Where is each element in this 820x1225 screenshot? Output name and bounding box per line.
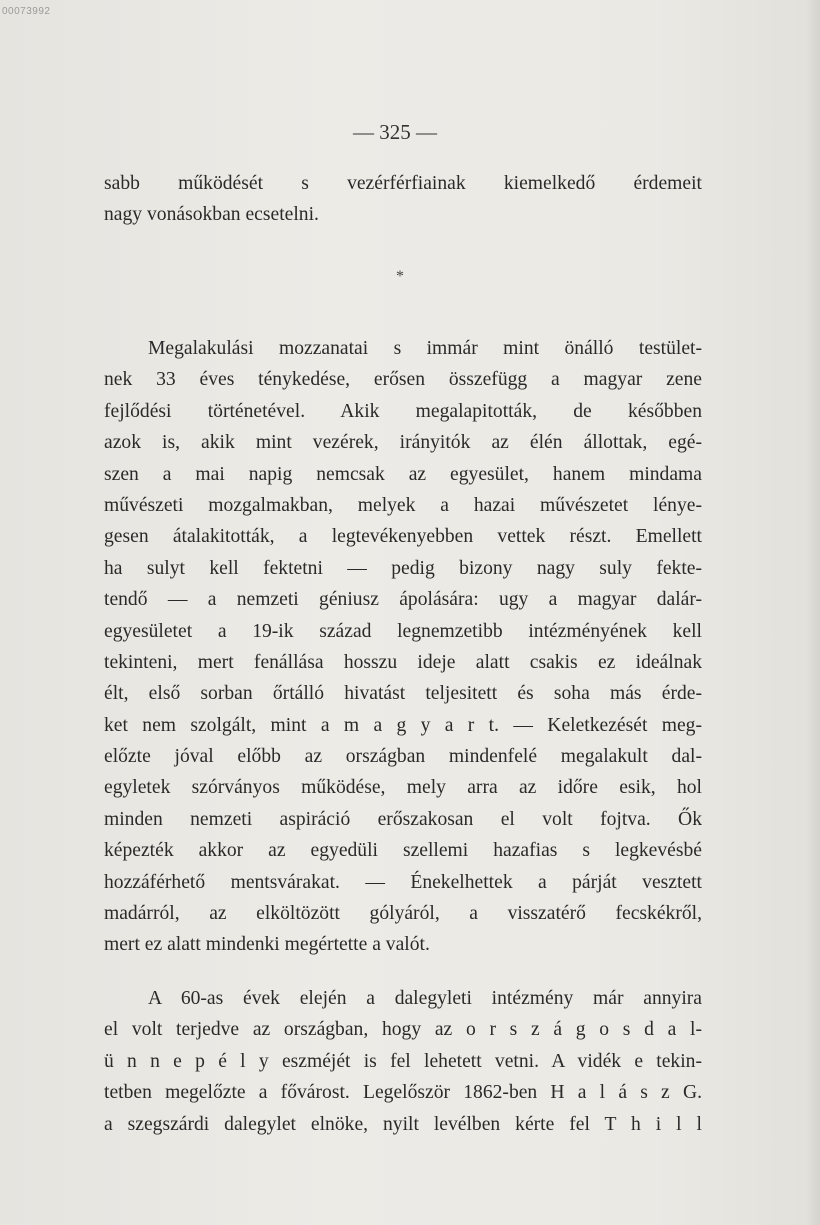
paragraph-main	[104, 333, 702, 961]
text-line: ha sulyt kell fektetni — pedig bizony nagy suly fekte-	[104, 557, 702, 579]
text-line: azok is, akik mint vezérek, irányitók az élén állottak, egé-	[104, 432, 702, 454]
text-line: Megalakulási mozzanatai s immár mint önálló testület-	[148, 338, 702, 359]
text-line: ket nem szolgált, mint a m a g y a r t. — Keletkezését meg-	[104, 714, 702, 736]
text-line: gesen átalakitották, a legtevékenyebben vettek részt. Emellett	[104, 526, 702, 548]
text-line: minden nemzeti aspiráció erőszakosan el volt fojtva. Ők	[104, 808, 702, 830]
text-line: madárról, az elköltözött gólyáról, a visszatérő fecskékről,	[104, 903, 702, 925]
text-line: el volt terjedve az országban, hogy az o r s z á g o s d a l-	[104, 1019, 702, 1041]
text-line: mert ez alatt mindenki megértette a valót.	[104, 934, 430, 956]
text-line: előzte jóval előbb az országban mindenfelé megalakult dal-	[104, 746, 702, 768]
scan-id-label: 00073992	[2, 6, 51, 17]
text-line: képezték akkor az egyedüli szellemi hazafias s legkevésbé	[104, 840, 702, 862]
text-line: ü n n e p é l y eszméjét is fel lehetett vetni. A vidék e tekin-	[104, 1050, 702, 1072]
text-line: tendő — a nemzeti géniusz ápolására: ugy a magyar dalár-	[104, 589, 702, 611]
page-number: — 325 —	[353, 120, 437, 144]
text-line: szen a mai napig nemcsak az egyesület, hanem mindama	[104, 463, 702, 485]
text-line: nek 33 éves ténykedése, erősen összefügg a magyar zene	[104, 369, 702, 391]
page-edge-shadow	[806, 0, 820, 1225]
text-line: A 60-as évek elején a dalegyleti intézmény már annyira	[148, 988, 702, 1009]
text-line: nagy vonásokban ecsetelni.	[104, 204, 319, 226]
text-line: sabb működését s vezérférfiainak kiemelkedő érdemeit	[104, 173, 702, 194]
text-line: tetben megelőzte a fővárost. Legelőször 1862-ben H a l á s z G.	[104, 1082, 702, 1104]
text-line: egyesületet a 19-ik század legnemzetibb intézményének kell	[104, 620, 702, 642]
text-line: fejlődési történetével. Akik megalapitották, de későbben	[104, 400, 702, 422]
text-line: egyletek szórványos működése, mely arra az időre esik, hol	[104, 777, 702, 799]
paragraph-next	[104, 983, 702, 1140]
text-line: a szegszárdi dalegylet elnöke, nyilt levélben kérte fel T h i l l	[104, 1113, 702, 1135]
section-asterism: *	[396, 268, 404, 285]
text-line: élt, első sorban őrtálló hivatást teljesitett és soha más érde-	[104, 683, 702, 705]
paragraph-continuation	[104, 168, 702, 231]
text-line: hozzáférhető mentsvárakat. — Énekelhettek a párját vesztett	[104, 871, 702, 893]
text-line: tekinteni, mert fenállása hosszu ideje alatt csakis ez ideálnak	[104, 651, 702, 673]
text-line: művészeti mozgalmakban, melyek a hazai művészetet lénye-	[104, 494, 702, 516]
